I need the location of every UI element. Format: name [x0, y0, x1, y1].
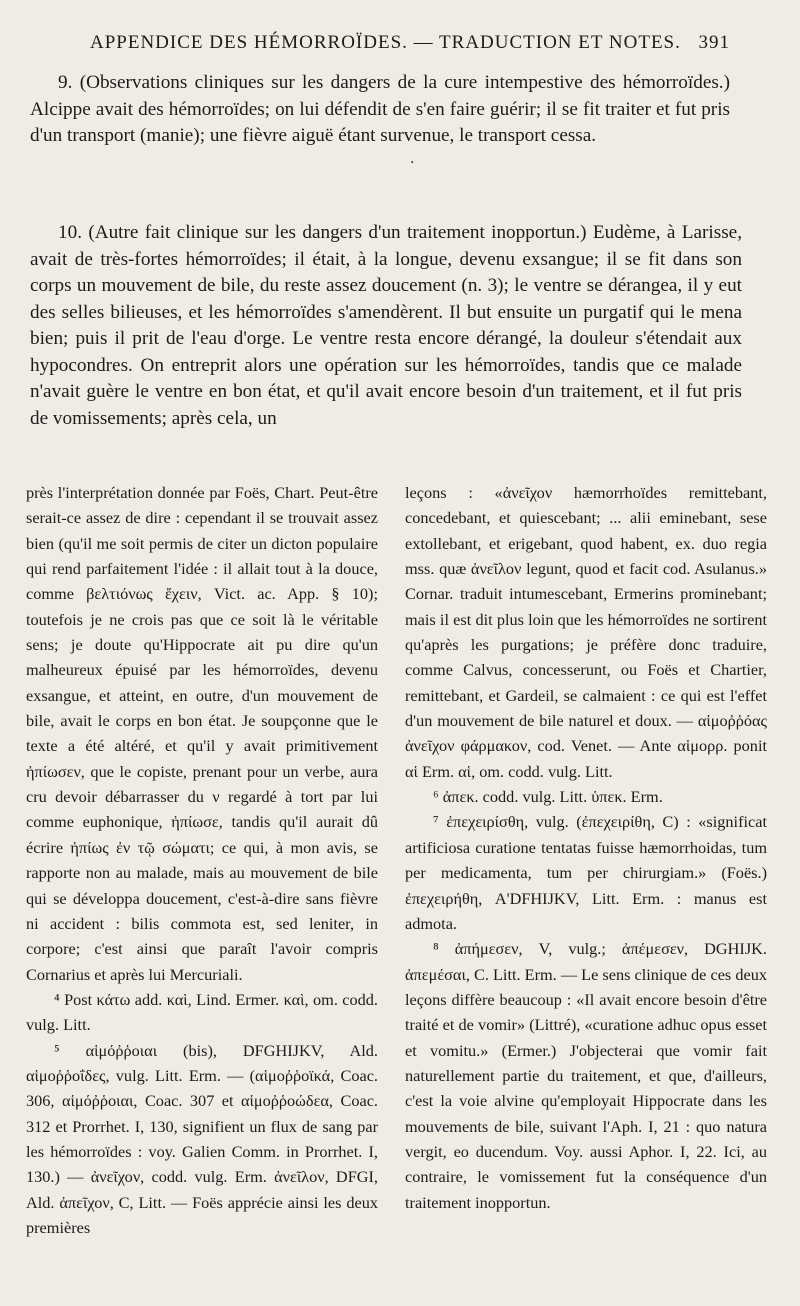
right-column: [405, 480, 767, 1215]
footnote-4: ⁴ Post κάτω add. καὶ, Lind. Ermer. καὶ, om. codd. vulg. Litt.: [26, 989, 378, 1035]
footnote-5: ⁵ αἱμόῤῥοιαι (bis), DFGHIJKV, Ald. αἱμοῤῥοΐδες, vulg. Litt. Erm. — (αἱμοῤῥοϊκά, Coac. 306, αἱμόῤῥοιαι, Coac. 307 et αἱμοῤῥοώδεα, Coac. 312 et Prorrhet. I, 130, signifient un flux de sang par les hémorroïdes : voy. Galien Comm. in Prorrhet. I, 130.) — ἀνεῖχον, codd. vulg. Erm. ἀνεῖλον, DFGI, Ald. ἀπεῖχον, C, Litt. — Foës apprécie ainsi les deux premières: [26, 1040, 378, 1237]
right-paragraph: leçons : «ἀνεῖχον hæmorrhoïdes remittebant, concedebant, et quiescebant; ... alii eminebant, sese extollebant, et erigebant, quod habent, ex. duo regia mss. quæ ἀνεῖλον legunt, quod et facit cod. Asulanus.» Cornar. traduit intumescebant, Ermerins prominebant; mais il est dit plus loin que les hémorroïdes ne sortirent qu'après les purgations; je préfère donc traduire, comme Calvus, concesserunt, ou Foës et Chartier, remittebant, et Gardeil, se calmaient : ce qui est l'effet d'un mouvement de bile naturel et doux. — αἱμοῤῥόας ἀνεῖχον φάρμακον, cod. Venet. — Ante αἱμορρ. ponit αἱ Erm. αἱ, om. codd. vulg. Litt.: [405, 483, 767, 781]
note-10: [30, 220, 742, 432]
footnote-7: ⁷ ἐπεχειρίσθη, vulg. (ἐπεχειρίθη, C) : «significat artificiosa curatione tentatas fuisse hæmorrhoidas, tum per medicamenta, tum per chirurgiam.» (Foës.) ἐπεχειρήθη, A'DFHIJKV, Litt. Erm. : manus est admota.: [405, 812, 767, 933]
header-title: APPENDICE DES HÉMORROÏDES. — TRADUCTION ET NOTES.: [90, 32, 681, 53]
left-paragraph: près l'interprétation donnée par Foës, Chart. Peut-être serait-ce assez de dire : cependant il se trouvait assez bien (qu'il me soit permis de citer un dicton populaire qui rend parfaitement l'idée : il allait tout à la douce, comme βελτιόνως ἔχειν, Vict. ac. App. § 10); toutefois je ne crois pas que ce soit là le véritable sens; je doute qu'Hippocrate ait pu dire qu'un malheureux épuisé par les hémorroïdes, devenu exsangue, et atteint, en outre, d'un mouvement de bile, avait le corps en bon état. Je soupçonne que le texte a été altéré, et qu'il y avait primitivement ἠπίωσεν, que le copiste, prenant pour un verbe, aura cru devoir débarrasser du ν regardé à tort par lui comme euphonique, ἠπίωσε, tandis qu'il aurait dû écrire ἠπίως ἐν τῷ σώματι; ce qui, à mon avis, se rapporte non au malade, mais au mouvement de bile qui se développa doucement, c'est-à-dire sans fièvre ni accident : bilis commota est, sed leniter, in corpore; c'est ainsi que paraît l'avoir compris Cornarius et après lui Mercuriali.: [26, 483, 378, 984]
footnote-6: ⁶ ἀπεκ. codd. vulg. Litt. ὑπεκ. Erm.: [433, 787, 663, 807]
separator-dot: ·: [410, 155, 415, 171]
note-9: [30, 70, 730, 150]
footnote-8: ⁸ ἀπήμεσεν, V, vulg.; ἀπέμεσεν, DGHIJK. ἀπεμέσαι, C. Litt. Erm. — Le sens clinique de ces deux leçons diffère beaucoup : «Il avait encore besoin d'être traité et de vomir» (Littré), «curatione adhuc opus esset et vomitu.» (Ermer.) J'objecterai que vomir fait naturellement partie du traitement, et que, d'ailleurs, c'est la voie alvine qu'employait Hippocrate dans les mouvements de bile, suivant l'Aph. I, 21 : quo natura vergit, eo ducendum. Voy. aussi Aphor. I, 22. Ici, au contraire, le vomissement fut la conséquence d'un traitement inopportun.: [405, 939, 767, 1212]
note-10-text: 10. (Autre fait clinique sur les dangers d'un traitement inopportun.) Eudème, à Larisse, avait de très-fortes hémorroïdes; il était, à la longue, devenu exsangue; il se fit dans son corps un mouvement de bile, du reste assez doucement (n. 3); le ventre se dérangea, il y eut des selles bilieuses, et les hémorroïdes s'amendèrent. Il but ensuite un purgatif qui le mena bien; puis il prit de l'eau d'orge. Le ventre resta encore dérangé, la douleur s'étendait aux hypocondres. On entreprit alors une opération sur les hémorroïdes, tandis que ce malade n'avait guère le ventre en bon état, et qu'il avait encore besoin d'un traitement, et il fut pris de vomissements; après cela, un: [30, 222, 742, 429]
left-column: [26, 480, 378, 1240]
running-header: [90, 32, 730, 58]
page-number: 391: [698, 32, 730, 53]
note-9-text: 9. (Observations cliniques sur les dangers de la cure intempestive des hémorroïdes.) Alcippe avait des hémorroïdes; on lui défendit de s'en faire guérir; il se fit traiter et fut pris d'un transport (manie); une fièvre aiguë étant survenue, le transport cessa.: [30, 72, 730, 146]
